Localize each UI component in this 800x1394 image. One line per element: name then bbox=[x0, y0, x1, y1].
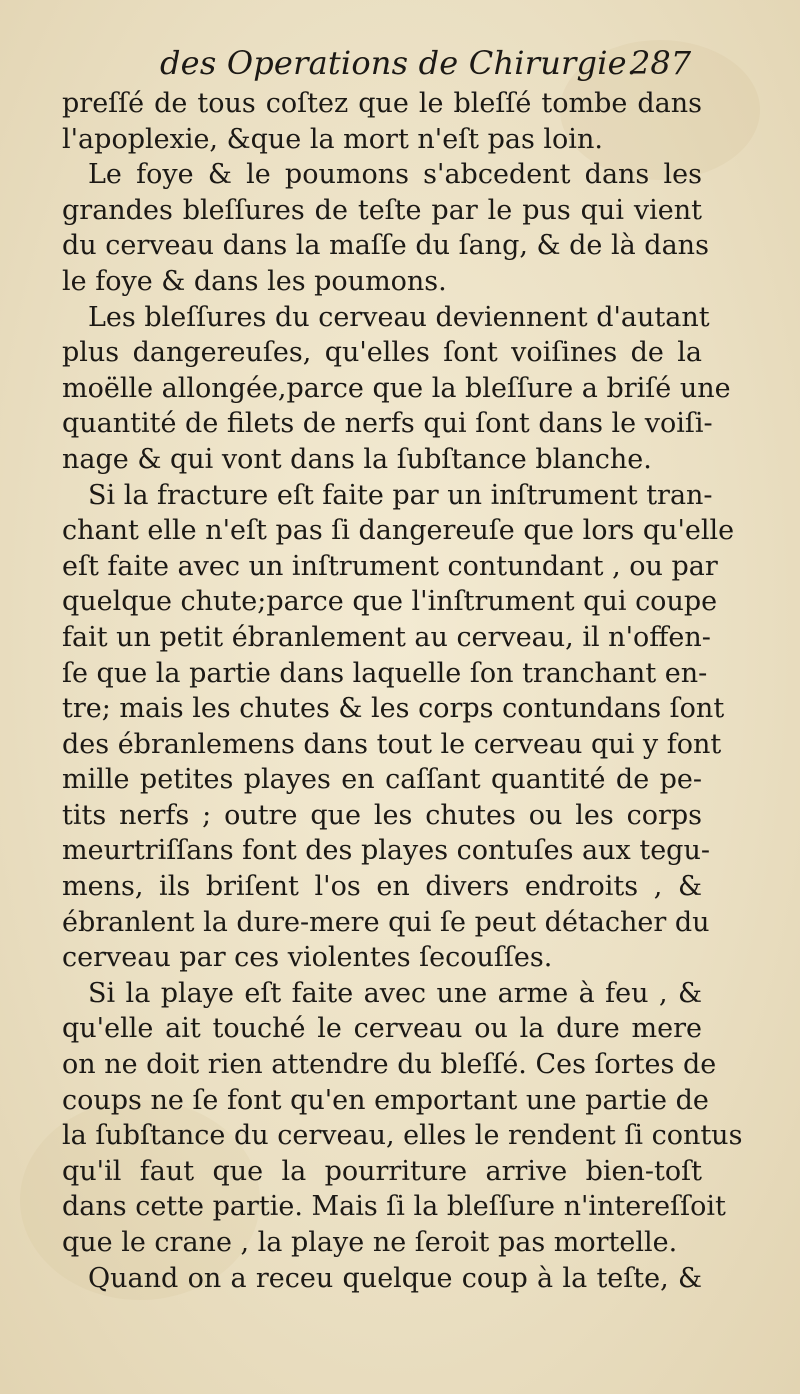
text-line: meurtriſſans font des playes contuſes aux tegu- bbox=[62, 835, 710, 867]
text-line: moëlle allongée,parce que la bleſſure a briſé une bbox=[62, 372, 731, 404]
text-line: ébranlent la dure-mere qui ſe peut détacher du bbox=[62, 906, 710, 938]
text-line: quelque chute;parce que l'inſtrument qui coupe bbox=[62, 586, 718, 618]
text-line: mens, ils briſent l'os en divers endroits , & bbox=[62, 871, 702, 903]
text-line: qu'il faut que la pourriture arrive bien-toſt bbox=[62, 1155, 702, 1187]
text-line: cerveau par ces violentes ſecouſſes. bbox=[62, 942, 553, 974]
text-line: on ne doit rien attendre du bleſſé. Ces ſortes de bbox=[62, 1049, 717, 1081]
text-line: ſe que la partie dans laquelle ſon tranchant en- bbox=[62, 657, 708, 689]
text-line: du cerveau dans la maſſe du ſang, & de là dans bbox=[62, 230, 709, 262]
text-line: Si la playe eſt faite avec une arme à feu , & bbox=[88, 977, 702, 1009]
text-line: plus dangereuſes, qu'elles ſont voiſines de la bbox=[62, 337, 702, 369]
page-number: 287 bbox=[630, 44, 692, 82]
text-line: nage & qui vont dans la ſubſtance blanche. bbox=[62, 443, 652, 475]
text-line: mille petites playes en caſſant quantité de pe- bbox=[62, 764, 702, 796]
text-line: des ébranlemens dans tout le cerveau qui y font bbox=[62, 728, 722, 760]
text-line: Les bleſſures du cerveau deviennent d'autant bbox=[88, 301, 710, 333]
text-line: Quand on a receu quelque coup à la teſte, & bbox=[88, 1262, 702, 1294]
text-line: chant elle n'eſt pas ſi dangereuſe que lors qu'elle bbox=[62, 515, 735, 547]
text-line: Le foye & le poumons s'abcedent dans les bbox=[88, 159, 702, 191]
text-line: tre; mais les chutes & les corps contundans ſont bbox=[62, 693, 725, 725]
text-line: l'apoplexie, &que la mort n'eſt pas loin. bbox=[62, 123, 603, 155]
text-line: Si la fracture eſt faite par un inſtrument tran- bbox=[88, 479, 713, 511]
text-line: la ſubſtance du cerveau, elles le rendent ſi contus bbox=[62, 1120, 743, 1152]
text-line: fait un petit ébranlement au cerveau, il n'offen- bbox=[62, 621, 711, 653]
text-line: qu'elle ait touché le cerveau ou la dure mere bbox=[62, 1013, 702, 1045]
text-line: eſt faite avec un inſtrument contundant , ou par bbox=[62, 550, 718, 582]
text-line: le foye & dans les poumons. bbox=[62, 265, 447, 297]
text-line: preſſé de tous coſtez que le bleſſé tombe dans bbox=[62, 88, 702, 119]
text-line: que le crane , la playe ne ſeroit pas mortelle. bbox=[62, 1227, 678, 1258]
text-line: quantité de filets de nerfs qui ſont dans le voiſi- bbox=[62, 408, 713, 440]
body-text bbox=[62, 86, 743, 1296]
text-line: dans cette partie. Mais ſi la bleſſure n'intereſſoit bbox=[62, 1191, 726, 1223]
running-title: des Operations de Chirurgie. bbox=[160, 44, 638, 82]
text-line: grandes bleſſures de teſte par le pus qui vient bbox=[62, 194, 702, 226]
text-line: tits nerfs ; outre que les chutes ou les corps bbox=[62, 799, 702, 831]
text-line: coups ne ſe font qu'en emportant une partie de bbox=[62, 1084, 709, 1116]
